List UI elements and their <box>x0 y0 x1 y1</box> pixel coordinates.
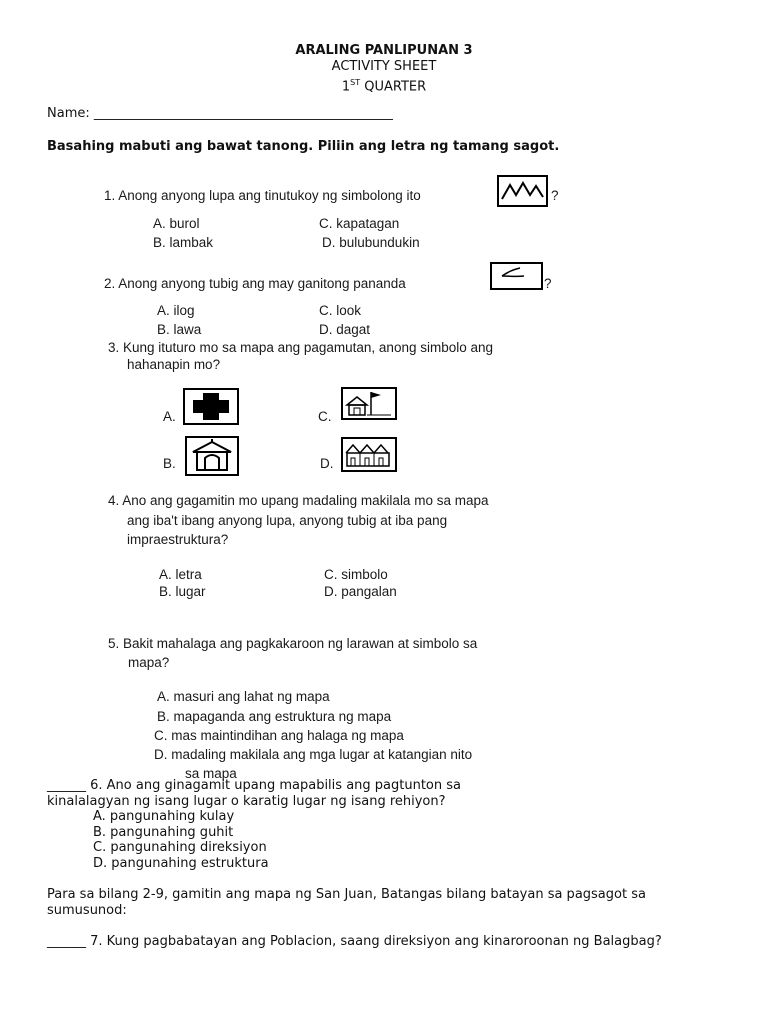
q5-option-d: D. madaling makilala ang mga lugar at katangian nito <box>154 747 473 762</box>
q4-line3: impraestruktura? <box>127 532 229 547</box>
q4-line1: 4. Ano ang gagamitin mo upang madaling makilala mo sa mapa <box>108 493 489 508</box>
quarter-suffix: ST <box>350 78 361 87</box>
q2-option-a: A. ilog <box>157 303 195 318</box>
q6-line2: kinalalagyan ng isang lugar o karatig lugar ng isang rehiyon? <box>47 794 446 809</box>
school-flag-icon <box>343 389 395 418</box>
q1-option-a: A. burol <box>153 216 200 231</box>
q6-option-a: A. pangunahing kulay <box>93 809 235 824</box>
q6-option-b: B. pangunahing guhit <box>93 825 234 840</box>
quarter-number: 1 <box>341 79 351 95</box>
q5-line2: mapa? <box>128 655 170 670</box>
river-symbol <box>490 262 543 290</box>
q2-option-b: B. lawa <box>157 322 202 337</box>
q4-line2: ang iba't ibang anyong lupa, anyong tubig at iba pang <box>127 513 448 528</box>
page-subtitle: ACTIVITY SHEET <box>331 59 437 74</box>
church-icon <box>187 438 237 474</box>
q2-option-c: C. look <box>319 303 362 318</box>
q1-option-d: D. bulubundukin <box>322 235 420 250</box>
q3-option-b: B. <box>163 456 176 471</box>
q5-option-c: C. mas maintindihan ang halaga ng mapa <box>154 728 404 743</box>
q2-text: 2. Anong anyong tubig ang may ganitong pananda <box>104 276 406 291</box>
quarter-label <box>0 75 768 95</box>
q7-text: ______ 7. Kung pagbabatayan ang Poblacion, saang direksiyon ang kinaroroonan ng Balagbag? <box>47 934 662 949</box>
q6-option-d: D. pangunahing estruktura <box>93 856 269 871</box>
river-icon <box>492 264 541 288</box>
map-instruction-line1: Para sa bilang 2-9, gamitin ang mapa ng San Juan, Batangas bilang batayan sa pagsagot sa <box>47 887 646 902</box>
q3-line2: hahanapin mo? <box>127 357 221 372</box>
q1-text: 1. Anong anyong lupa ang tinutukoy ng simbolong ito <box>104 188 421 203</box>
q5-line1: 5. Bakit mahalaga ang pagkakaroon ng larawan at simbolo sa <box>108 636 478 651</box>
houses-symbol <box>341 437 397 472</box>
q6-option-c: C. pangunahing direksiyon <box>93 840 267 855</box>
q6-line1: ______ 6. Ano ang ginagamit upang mapabilis ang pagtunton sa <box>47 778 461 793</box>
map-instruction-line2: sumusunod: <box>47 903 127 918</box>
q3-option-d: D. <box>320 456 334 471</box>
mountain-icon <box>499 177 546 205</box>
q5-option-d-cont: sa mapa <box>185 766 237 781</box>
q4-option-a: A. letra <box>159 567 202 582</box>
q1-option-c: C. kapatagan <box>319 216 400 231</box>
q3-option-c: C. <box>318 409 332 424</box>
q2-option-d: D. dagat <box>319 322 371 337</box>
q4-option-b: B. lugar <box>159 584 206 599</box>
q2-qmark: ? <box>544 276 552 291</box>
church-symbol <box>185 436 239 476</box>
page-title: ARALING PANLIPUNAN 3 <box>295 43 473 58</box>
q5-option-b: B. mapaganda ang estruktura ng mapa <box>157 709 392 724</box>
mountain-symbol <box>497 175 548 207</box>
q1-qmark: ? <box>551 188 559 203</box>
q3-line1: 3. Kung ituturo mo sa mapa ang pagamutan, anong simbolo ang <box>108 340 494 355</box>
hospital-symbol <box>183 388 239 425</box>
school-symbol <box>341 387 397 420</box>
name-line: Name: ______________________________________________ <box>47 106 393 121</box>
q4-option-d: D. pangalan <box>324 584 397 599</box>
cross-icon <box>185 390 237 423</box>
instruction: Basahing mabuti ang bawat tanong. Piliin ang letra ng tamang sagot. <box>47 139 560 154</box>
quarter-word: QUARTER <box>364 79 427 95</box>
q5-option-a: A. masuri ang lahat ng mapa <box>157 689 330 704</box>
houses-icon <box>343 439 395 470</box>
q4-option-c: C. simbolo <box>324 567 388 582</box>
q1-option-b: B. lambak <box>153 235 214 250</box>
q3-option-a: A. <box>163 409 176 424</box>
